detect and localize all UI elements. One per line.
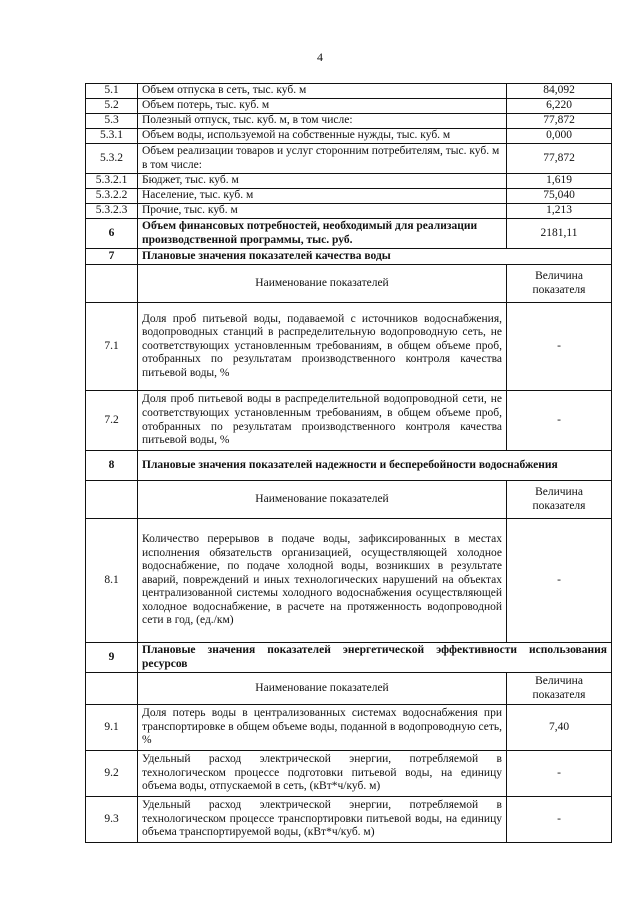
table-row — [86, 751, 612, 797]
row-value: - — [507, 751, 612, 797]
section-heading-row — [86, 249, 612, 265]
table-row — [86, 174, 612, 189]
row-name: Объем отпуска в сеть, тыс. куб. м — [138, 84, 507, 99]
row-number: 6 — [86, 219, 138, 249]
row-name: Объем воды, используемой на собственные нужды, тыс. куб. м — [138, 129, 507, 144]
table-row — [86, 84, 612, 99]
row-value: 77,872 — [507, 114, 612, 129]
table-row — [86, 519, 612, 643]
header-name: Наименование показателей — [138, 673, 507, 705]
section-title: Плановые значения показателей качества воды — [138, 249, 612, 265]
row-number: 5.3.2.1 — [86, 174, 138, 189]
row-number: 9.2 — [86, 751, 138, 797]
row-number: 5.3 — [86, 114, 138, 129]
section-number: 7 — [86, 249, 138, 265]
row-name: Доля потерь воды в централизованных системах водоснабжения при транспортировке в общем объеме воды, поданной в водопроводную сеть, % — [138, 705, 507, 751]
table-row — [86, 99, 612, 114]
header-empty-cell — [86, 673, 138, 705]
row-value: - — [507, 519, 612, 643]
table-row — [86, 391, 612, 451]
column-header-row — [86, 481, 612, 519]
header-name: Наименование показателей — [138, 481, 507, 519]
row-number: 5.2 — [86, 99, 138, 114]
page-number: 4 — [317, 50, 323, 64]
section-number: 9 — [86, 643, 138, 673]
section-heading-row — [86, 643, 612, 673]
header-empty-cell — [86, 481, 138, 519]
row-number: 5.3.2.2 — [86, 189, 138, 204]
table-row — [86, 797, 612, 843]
row-number: 8.1 — [86, 519, 138, 643]
row-value: 75,040 — [507, 189, 612, 204]
row-number: 5.3.2.3 — [86, 204, 138, 219]
column-header-row — [86, 673, 612, 705]
row-value: 0,000 — [507, 129, 612, 144]
row-value: 1,619 — [507, 174, 612, 189]
row-name: Полезный отпуск, тыс. куб. м, в том числе: — [138, 114, 507, 129]
row-value: - — [507, 391, 612, 451]
row-name: Количество перерывов в подаче воды, зафиксированных в местах исполнения обязательств организацией, осуществляющей холодное водоснабжение, по подаче холодной воды, возникших в результате аварий, повреждений и иных технологических нарушений на объектах централизованной системы холодного водоснабжения осуществляющей холодное водоснабжение, в расчете на протяженность водопроводной сети в год, (ед./км) — [138, 519, 507, 643]
row-value: - — [507, 303, 612, 391]
row-number: 5.1 — [86, 84, 138, 99]
row-value: - — [507, 797, 612, 843]
row-number: 7.2 — [86, 391, 138, 451]
row-name: Удельный расход электрической энергии, потребляемой в технологическом процессе подготовки питьевой воды, на единицу объема воды, отпускаемой в сеть, (кВт*ч/куб. м) — [138, 751, 507, 797]
row-name: Население, тыс. куб. м — [138, 189, 507, 204]
header-value: Величина показателя — [507, 265, 612, 303]
header-value: Величина показателя — [507, 673, 612, 705]
table-row — [86, 705, 612, 751]
row-name: Прочие, тыс. куб. м — [138, 204, 507, 219]
row-name: Доля проб питьевой воды, подаваемой с источников водоснабжения, водопроводных станций в распределительную водопроводную сеть, не соответствующих установленным требованиям, в общем объеме проб, отобранных по результатам производственного контроля качества питьевой воды, % — [138, 303, 507, 391]
row-value: 6,220 — [507, 99, 612, 114]
section-title: Плановые значения показателей надежности и бесперебойности водоснабжения — [138, 451, 612, 481]
row-name: Объем финансовых потребностей, необходимый для реализации производственной программы, тыс. руб. — [138, 219, 507, 249]
row-value: 7,40 — [507, 705, 612, 751]
row-value: 77,872 — [507, 144, 612, 174]
table-row — [86, 204, 612, 219]
section-number: 8 — [86, 451, 138, 481]
row-value: 2181,11 — [507, 219, 612, 249]
production-program-table — [85, 83, 612, 843]
table-row — [86, 303, 612, 391]
header-value: Величина показателя — [507, 481, 612, 519]
row-name: Доля проб питьевой воды в распределительной водопроводной сети, не соответствующих установленным требованиям, в общем объеме проб, отобранных по результатам производственного контроля качества питьевой воды, % — [138, 391, 507, 451]
row-number: 9.3 — [86, 797, 138, 843]
row-name: Удельный расход электрической энергии, потребляемой в технологическом процессе транспортировки питьевой воды, на единицу объема транспортируемой воды, (кВт*ч/куб. м) — [138, 797, 507, 843]
row-number: 5.3.2 — [86, 144, 138, 174]
row-number: 7.1 — [86, 303, 138, 391]
row-name: Объем потерь, тыс. куб. м — [138, 99, 507, 114]
table-row — [86, 189, 612, 204]
row-name: Объем реализации товаров и услуг сторонним потребителям, тыс. куб. м в том числе: — [138, 144, 507, 174]
table-row — [86, 114, 612, 129]
header-name: Наименование показателей — [138, 265, 507, 303]
section-title: Плановые значения показателей энергетической эффективности использования ресурсов — [138, 643, 612, 673]
table-row — [86, 129, 612, 144]
row-number: 9.1 — [86, 705, 138, 751]
row-value: 1,213 — [507, 204, 612, 219]
header-empty-cell — [86, 265, 138, 303]
row-number: 5.3.1 — [86, 129, 138, 144]
column-header-row — [86, 265, 612, 303]
row-name: Бюджет, тыс. куб. м — [138, 174, 507, 189]
table-row — [86, 219, 612, 249]
section-heading-row — [86, 451, 612, 481]
table-row — [86, 144, 612, 174]
row-value: 84,092 — [507, 84, 612, 99]
